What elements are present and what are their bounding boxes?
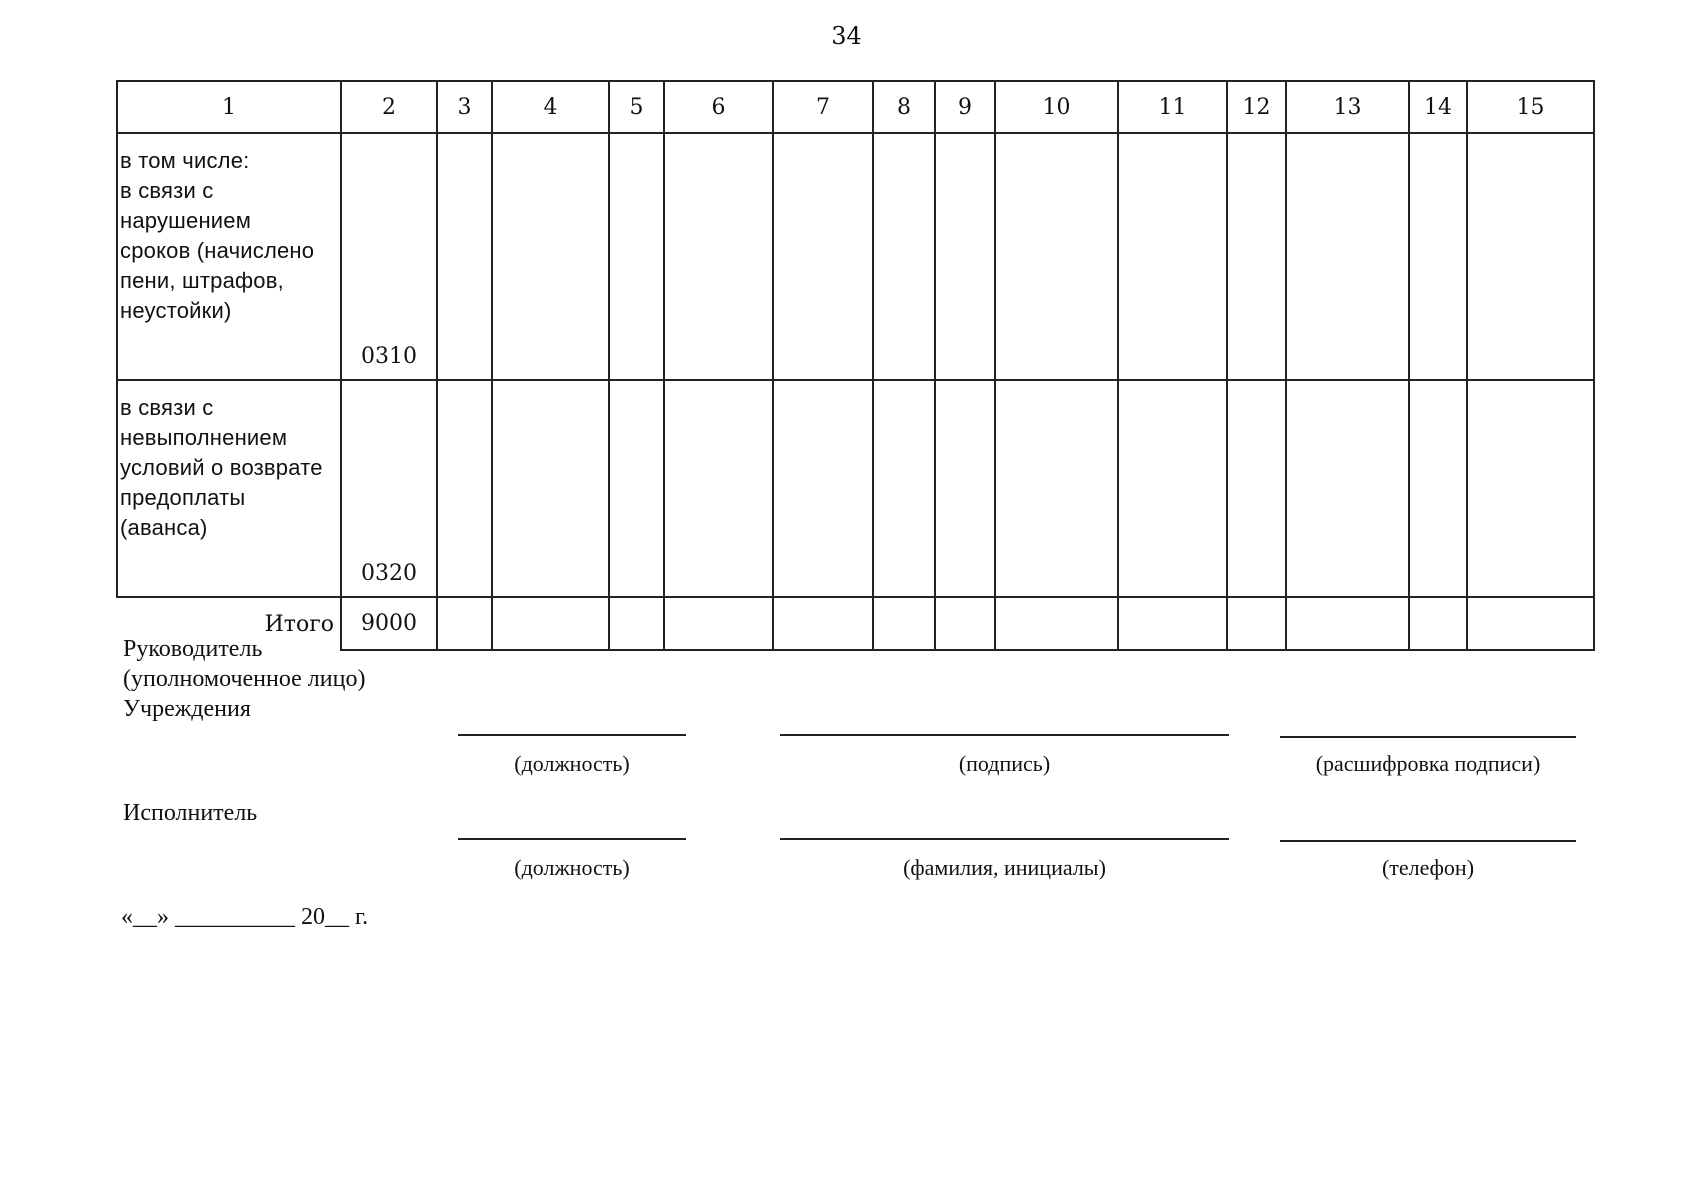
data-cell[interactable] bbox=[1409, 133, 1467, 380]
executor-name-caption: (фамилия, инициалы) bbox=[903, 855, 1106, 880]
column-header: 1 bbox=[117, 81, 341, 133]
data-cell[interactable] bbox=[437, 133, 492, 380]
data-cell[interactable] bbox=[609, 133, 664, 380]
row-name-line: сроков (начислено bbox=[120, 238, 315, 263]
data-cell[interactable] bbox=[664, 380, 773, 597]
data-cell[interactable] bbox=[1409, 380, 1467, 597]
head-position-line[interactable] bbox=[458, 734, 686, 736]
total-cell[interactable] bbox=[1118, 597, 1227, 650]
total-cell[interactable] bbox=[609, 597, 664, 650]
row-name-line: неустойки) bbox=[120, 298, 232, 323]
data-cell[interactable] bbox=[664, 133, 773, 380]
total-cell[interactable] bbox=[873, 597, 935, 650]
data-cell[interactable] bbox=[1118, 133, 1227, 380]
column-header: 8 bbox=[873, 81, 935, 133]
head-label bbox=[123, 634, 365, 724]
column-header: 7 bbox=[773, 81, 873, 133]
row-code: 0320 bbox=[361, 561, 417, 586]
executor-name-line[interactable] bbox=[780, 838, 1229, 840]
column-header: 15 bbox=[1467, 81, 1594, 133]
column-header: 4 bbox=[492, 81, 609, 133]
column-header: 13 bbox=[1286, 81, 1409, 133]
total-cell[interactable] bbox=[664, 597, 773, 650]
row-name-cell bbox=[117, 133, 341, 380]
total-label: Итого bbox=[264, 611, 334, 637]
page-number: 34 bbox=[831, 22, 862, 50]
total-cell[interactable] bbox=[1227, 597, 1286, 650]
column-header: 2 bbox=[341, 81, 437, 133]
data-cell[interactable] bbox=[935, 133, 995, 380]
head-label-line: (уполномоченное лицо) bbox=[123, 666, 366, 692]
executor-label: Исполнитель bbox=[123, 800, 258, 826]
column-header: 3 bbox=[437, 81, 492, 133]
row-name-line: условий о возврате bbox=[120, 455, 323, 480]
data-cell[interactable] bbox=[492, 380, 609, 597]
column-header: 9 bbox=[935, 81, 995, 133]
head-label-line: Учреждения bbox=[123, 696, 251, 722]
head-signature-caption: (подпись) bbox=[958, 751, 1051, 776]
total-cell[interactable] bbox=[1286, 597, 1409, 650]
date-field[interactable]: «__» __________ 20__ г. bbox=[121, 904, 369, 930]
executor-phone-caption: (телефон) bbox=[1381, 855, 1475, 880]
column-header: 14 bbox=[1409, 81, 1467, 133]
data-cell[interactable] bbox=[995, 133, 1118, 380]
data-cell[interactable] bbox=[873, 380, 935, 597]
column-header: 6 bbox=[664, 81, 773, 133]
column-header: 10 bbox=[995, 81, 1118, 133]
row-code-cell bbox=[341, 133, 437, 380]
executor-phone-line[interactable] bbox=[1280, 840, 1576, 842]
row-name-line: пени, штрафов, bbox=[120, 268, 284, 293]
data-cell[interactable] bbox=[492, 133, 609, 380]
data-cell[interactable] bbox=[773, 380, 873, 597]
total-cell[interactable] bbox=[492, 597, 609, 650]
head-label-line: Руководитель bbox=[123, 636, 263, 662]
column-header: 12 bbox=[1227, 81, 1286, 133]
row-name-line: в связи с bbox=[120, 395, 214, 420]
row-name-line: (аванса) bbox=[120, 515, 208, 540]
column-header: 5 bbox=[609, 81, 664, 133]
executor-position-line[interactable] bbox=[458, 838, 686, 840]
row-code-cell bbox=[341, 380, 437, 597]
total-cell[interactable] bbox=[437, 597, 492, 650]
head-decoding-caption: (расшифровка подписи) bbox=[1315, 751, 1541, 776]
data-cell[interactable] bbox=[609, 380, 664, 597]
data-cell[interactable] bbox=[873, 133, 935, 380]
data-cell[interactable] bbox=[995, 380, 1118, 597]
data-cell[interactable] bbox=[1286, 133, 1409, 380]
table-row bbox=[117, 380, 1594, 597]
head-decoding-line[interactable] bbox=[1280, 736, 1576, 738]
data-cell[interactable] bbox=[1286, 380, 1409, 597]
row-name-line: в том числе: bbox=[120, 148, 250, 173]
data-cell[interactable] bbox=[773, 133, 873, 380]
total-cell[interactable] bbox=[995, 597, 1118, 650]
head-signature-line[interactable] bbox=[780, 734, 1229, 736]
row-name-line: предоплаты bbox=[120, 485, 246, 510]
column-header: 11 bbox=[1118, 81, 1227, 133]
data-cell[interactable] bbox=[1467, 380, 1594, 597]
total-cell[interactable] bbox=[935, 597, 995, 650]
total-cell[interactable] bbox=[1467, 597, 1594, 650]
data-cell[interactable] bbox=[935, 380, 995, 597]
total-cell[interactable] bbox=[1409, 597, 1467, 650]
row-name-line: невыполнением bbox=[120, 425, 288, 450]
data-cell[interactable] bbox=[1467, 133, 1594, 380]
table-row bbox=[117, 133, 1594, 380]
report-table bbox=[116, 80, 1595, 651]
total-code: 9000 bbox=[341, 597, 437, 650]
table-header-row bbox=[117, 81, 1594, 133]
data-cell[interactable] bbox=[1118, 380, 1227, 597]
head-position-caption: (должность) bbox=[514, 751, 630, 776]
data-cell[interactable] bbox=[1227, 133, 1286, 380]
row-name-line: нарушением bbox=[120, 208, 252, 233]
data-cell[interactable] bbox=[1227, 380, 1286, 597]
row-name-cell bbox=[117, 380, 341, 597]
executor-position-caption: (должность) bbox=[514, 855, 630, 880]
row-name-line: в связи с bbox=[120, 178, 214, 203]
data-cell[interactable] bbox=[437, 380, 492, 597]
row-code: 0310 bbox=[361, 344, 417, 369]
total-cell[interactable] bbox=[773, 597, 873, 650]
